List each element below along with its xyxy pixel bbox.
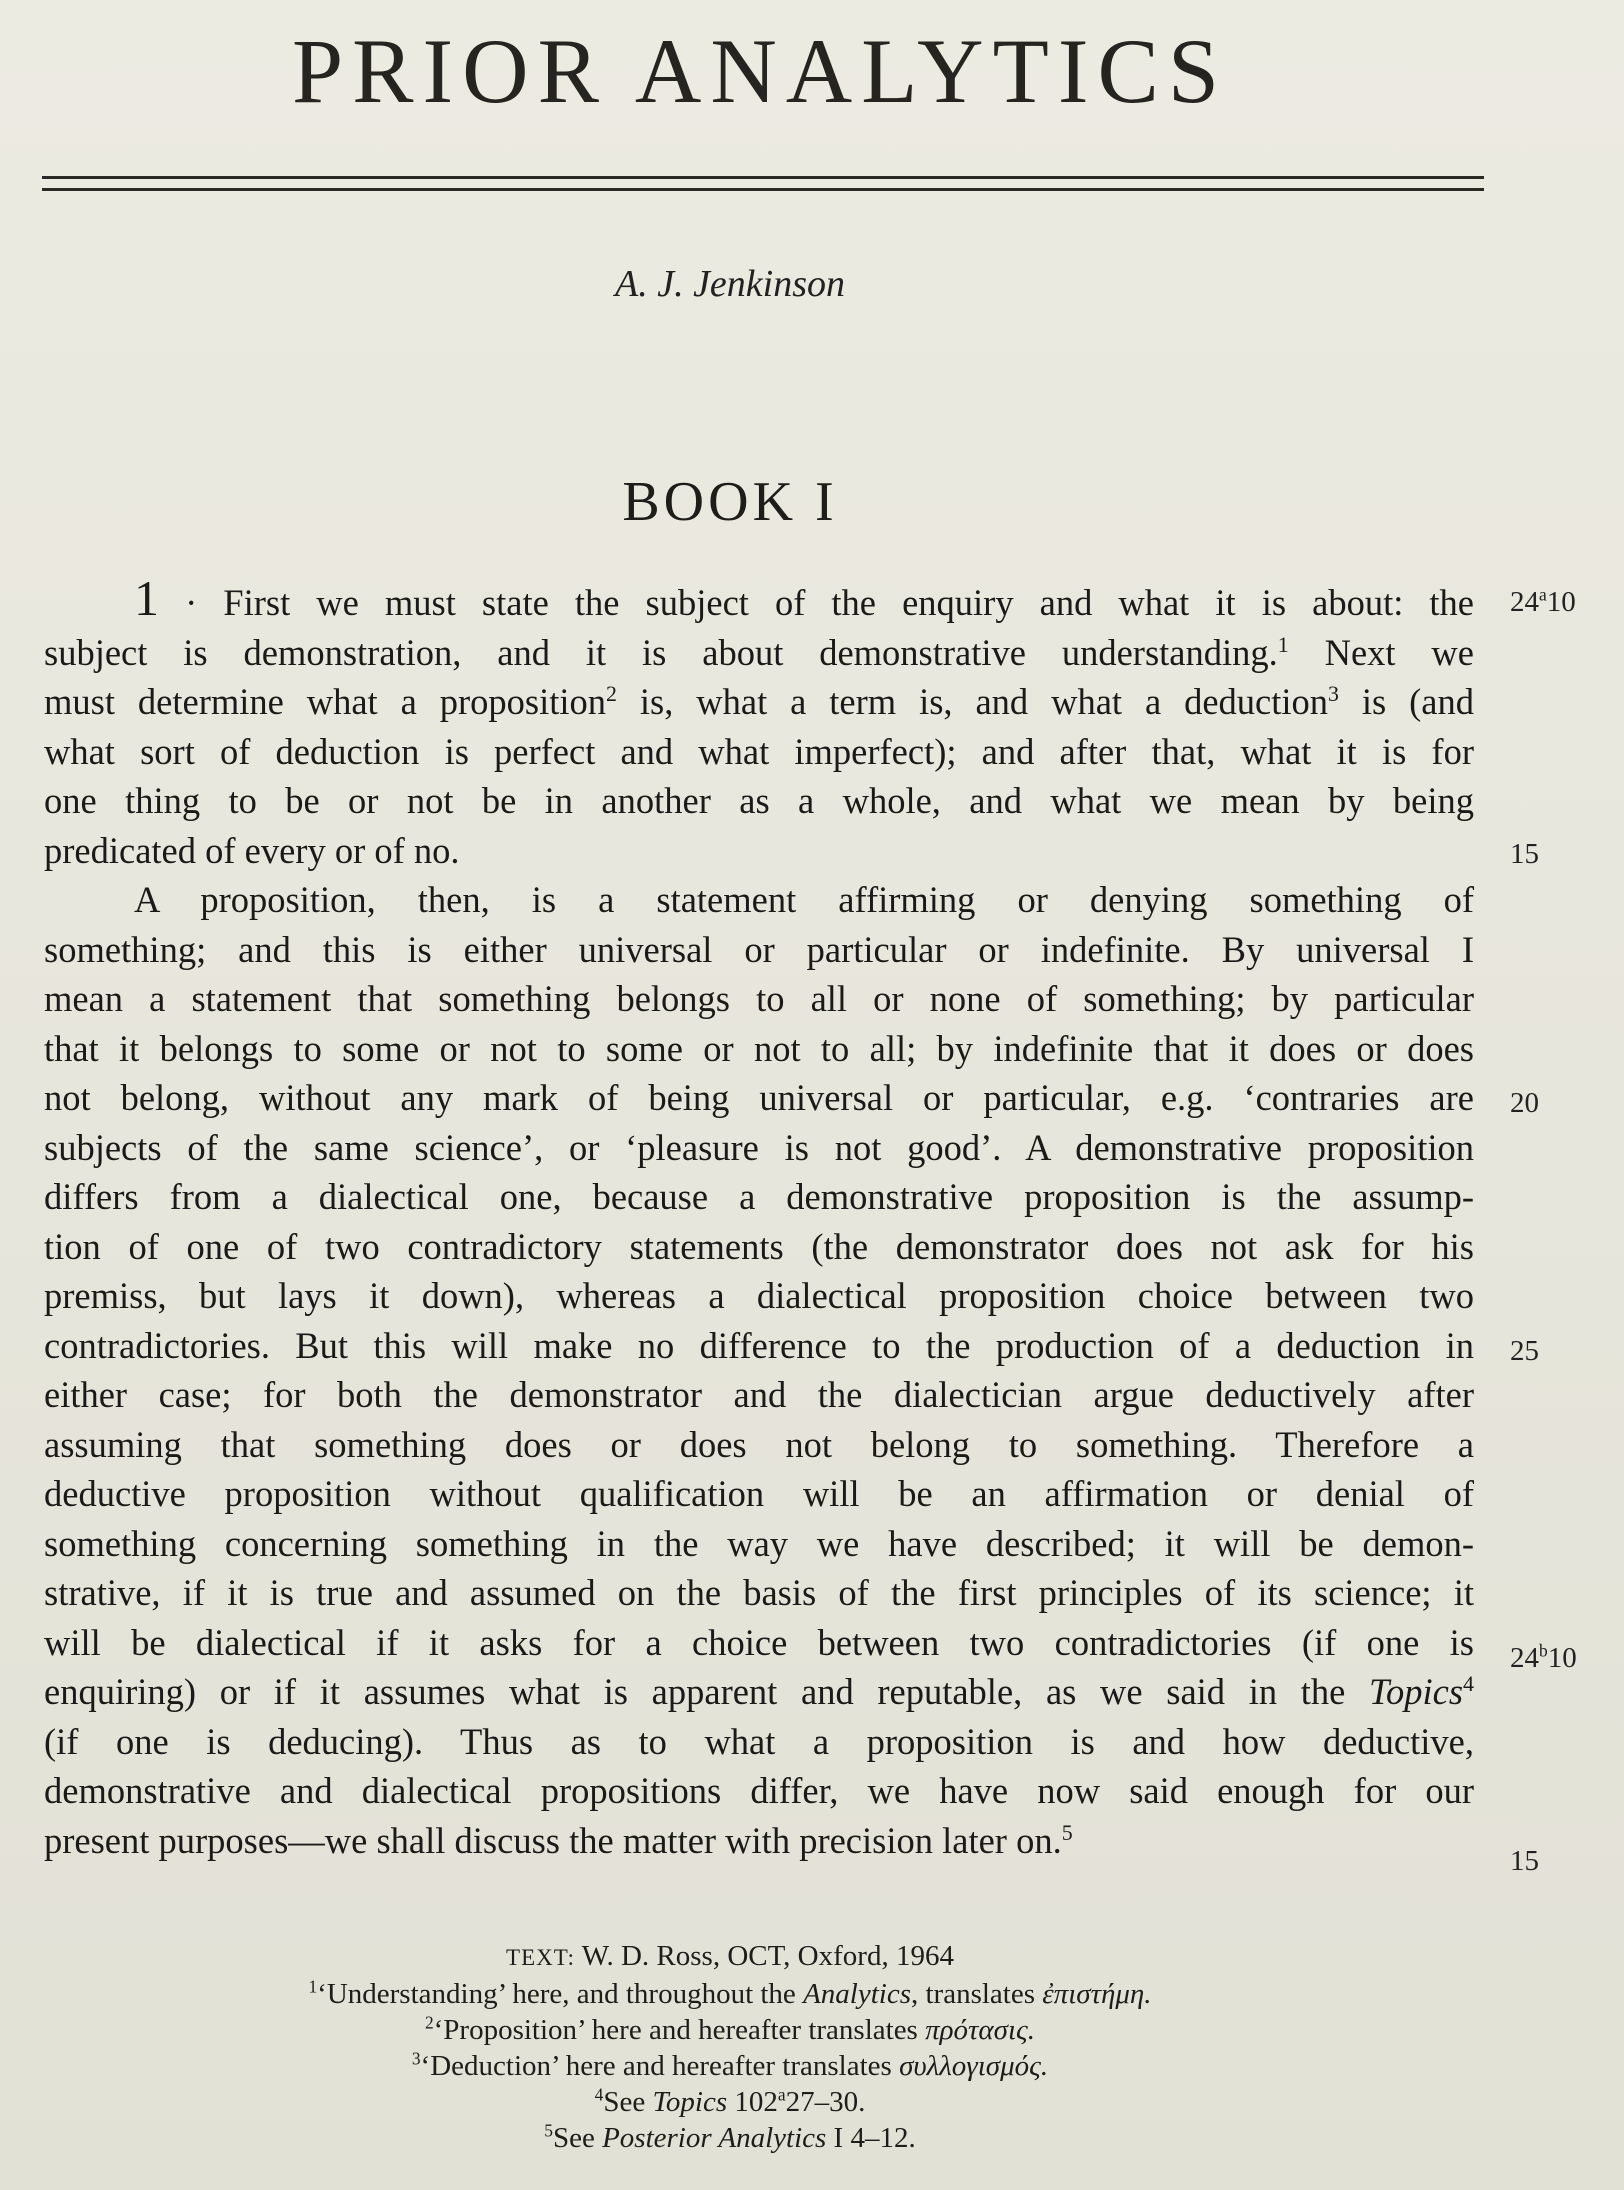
text-line: that it belongs to some or not to some or not to all; by indefinite that it does or does: [44, 1027, 1474, 1069]
text-line: will be dialectical if it asks for a choice between two contradictories (if one is: [44, 1621, 1474, 1663]
text-line: differs from a dialectical one, because a demonstrative proposition is the assump-: [44, 1176, 1474, 1217]
text-line: predicated of every or of no.: [44, 829, 460, 871]
text-line: mean a statement that something belongs to all or none of something; by particular: [44, 978, 1474, 1019]
footnote-mark: 2: [606, 680, 617, 706]
text-line: demonstrative and dialectical propositions differ, we have now said enough for our: [44, 1770, 1474, 1811]
footnote-2: $^2$‘Proposition’ here and hereafter translates πρότασις.: [424, 2012, 1036, 2046]
text-line: something; and this is either universal or particular or indefinite. By universal I: [44, 928, 1474, 970]
text-line: either case; for both the demonstrator and the dialectician argue deductively after: [44, 1374, 1474, 1415]
footnote-mark: 1: [1277, 631, 1289, 657]
text-line: what sort of deduction is perfect and what imperfect); and after that, what it is for: [44, 730, 1474, 772]
footnote-mark: 4: [1463, 1670, 1474, 1696]
text-line: A proposition, then, is a statement affirming or denying something of: [134, 879, 1474, 920]
topics-italic: Topics: [1369, 1671, 1464, 1712]
text-line: must determine what a proposition$^2$ is, what a term is, and what a deduction$^3$ is (and: [44, 680, 1475, 722]
footnote-1: $^1$‘Understanding’ here, and throughout the Analytics, translates ἐπιστήμη.: [308, 1976, 1152, 2010]
page-title: PRIOR ANALYTICS: [291, 20, 1228, 122]
text-line: assuming that something does or does not belong to something. Therefore a: [44, 1423, 1474, 1465]
margin-line-number: 15: [1510, 838, 1539, 870]
text-line: subject is demonstration, and it is about demonstrative understanding.$^1$ Next we: [44, 631, 1474, 673]
margin-ref-24a10: 24$^a$10: [1510, 584, 1576, 618]
margin-ref-24b10: 24$^b$10: [1510, 1640, 1577, 1674]
author: A. J. Jenkinson: [614, 263, 846, 305]
text-line: not belong, without any mark of being universal or particular, e.g. ‘contraries are: [44, 1077, 1474, 1118]
text-line: contradictories. But this will make no difference to the production of a deduction in: [44, 1324, 1474, 1366]
text-line: enquiring) or if it assumes what is apparent and reputable, as we said in the Topics$^4$: [44, 1670, 1474, 1712]
text-line: strative, if it is true and assumed on the basis of the first principles of its science; it: [44, 1572, 1474, 1613]
chapter-dot: ·: [185, 582, 198, 623]
footnotes: [0, 1938, 1460, 2156]
text-line: subjects of the same science’, or ‘pleasure is not good’. A demonstrative proposition: [44, 1126, 1474, 1168]
title-rule-top: [42, 176, 1484, 179]
text-line: 1 · First we must state the subject of the enquiry and what it is about: the: [134, 570, 1474, 626]
title-rule-bottom: [42, 188, 1484, 191]
footnote-mark: 3: [1328, 680, 1339, 706]
margin-line-number: 20: [1510, 1087, 1539, 1119]
text-line: deductive proposition without qualification will be an affirmation or denial of: [44, 1473, 1474, 1514]
margin-line-number: 25: [1510, 1335, 1539, 1367]
text-line: present purposes—we shall discuss the matter with precision later on.$^5$: [44, 1819, 1073, 1861]
footnote-3: $^3$‘Deduction’ here and hereafter translates συλλογισμός.: [411, 2048, 1049, 2082]
margin-line-number: 15: [1510, 1845, 1539, 1877]
text-line: (if one is deducing). Thus as to what a proposition is and how deductive,: [44, 1720, 1474, 1762]
footnote-5: $^5$See Posterior Analytics I 4–12.: [544, 2120, 916, 2154]
footnote-mark: 5: [1061, 1819, 1073, 1845]
text-source-note: TEXT: W. D. Ross, OCT, Oxford, 1964: [506, 1940, 954, 1972]
footnote-4: $^4$See Topics 102$^a$27–30.: [594, 2084, 866, 2118]
text-line: tion of one of two contradictory statements (the demonstrator does not ask for his: [44, 1225, 1474, 1267]
text-line: one thing to be or not be in another as a whole, and what we mean by being: [44, 780, 1474, 821]
chapter-number: 1: [134, 570, 159, 626]
text-line: premiss, but lays it down), whereas a dialectical proposition choice between two: [44, 1275, 1474, 1316]
book-heading: BOOK I: [622, 471, 838, 533]
body-text: [44, 570, 1475, 1865]
text-line: something concerning something in the way we have described; it will be demon-: [44, 1522, 1474, 1564]
